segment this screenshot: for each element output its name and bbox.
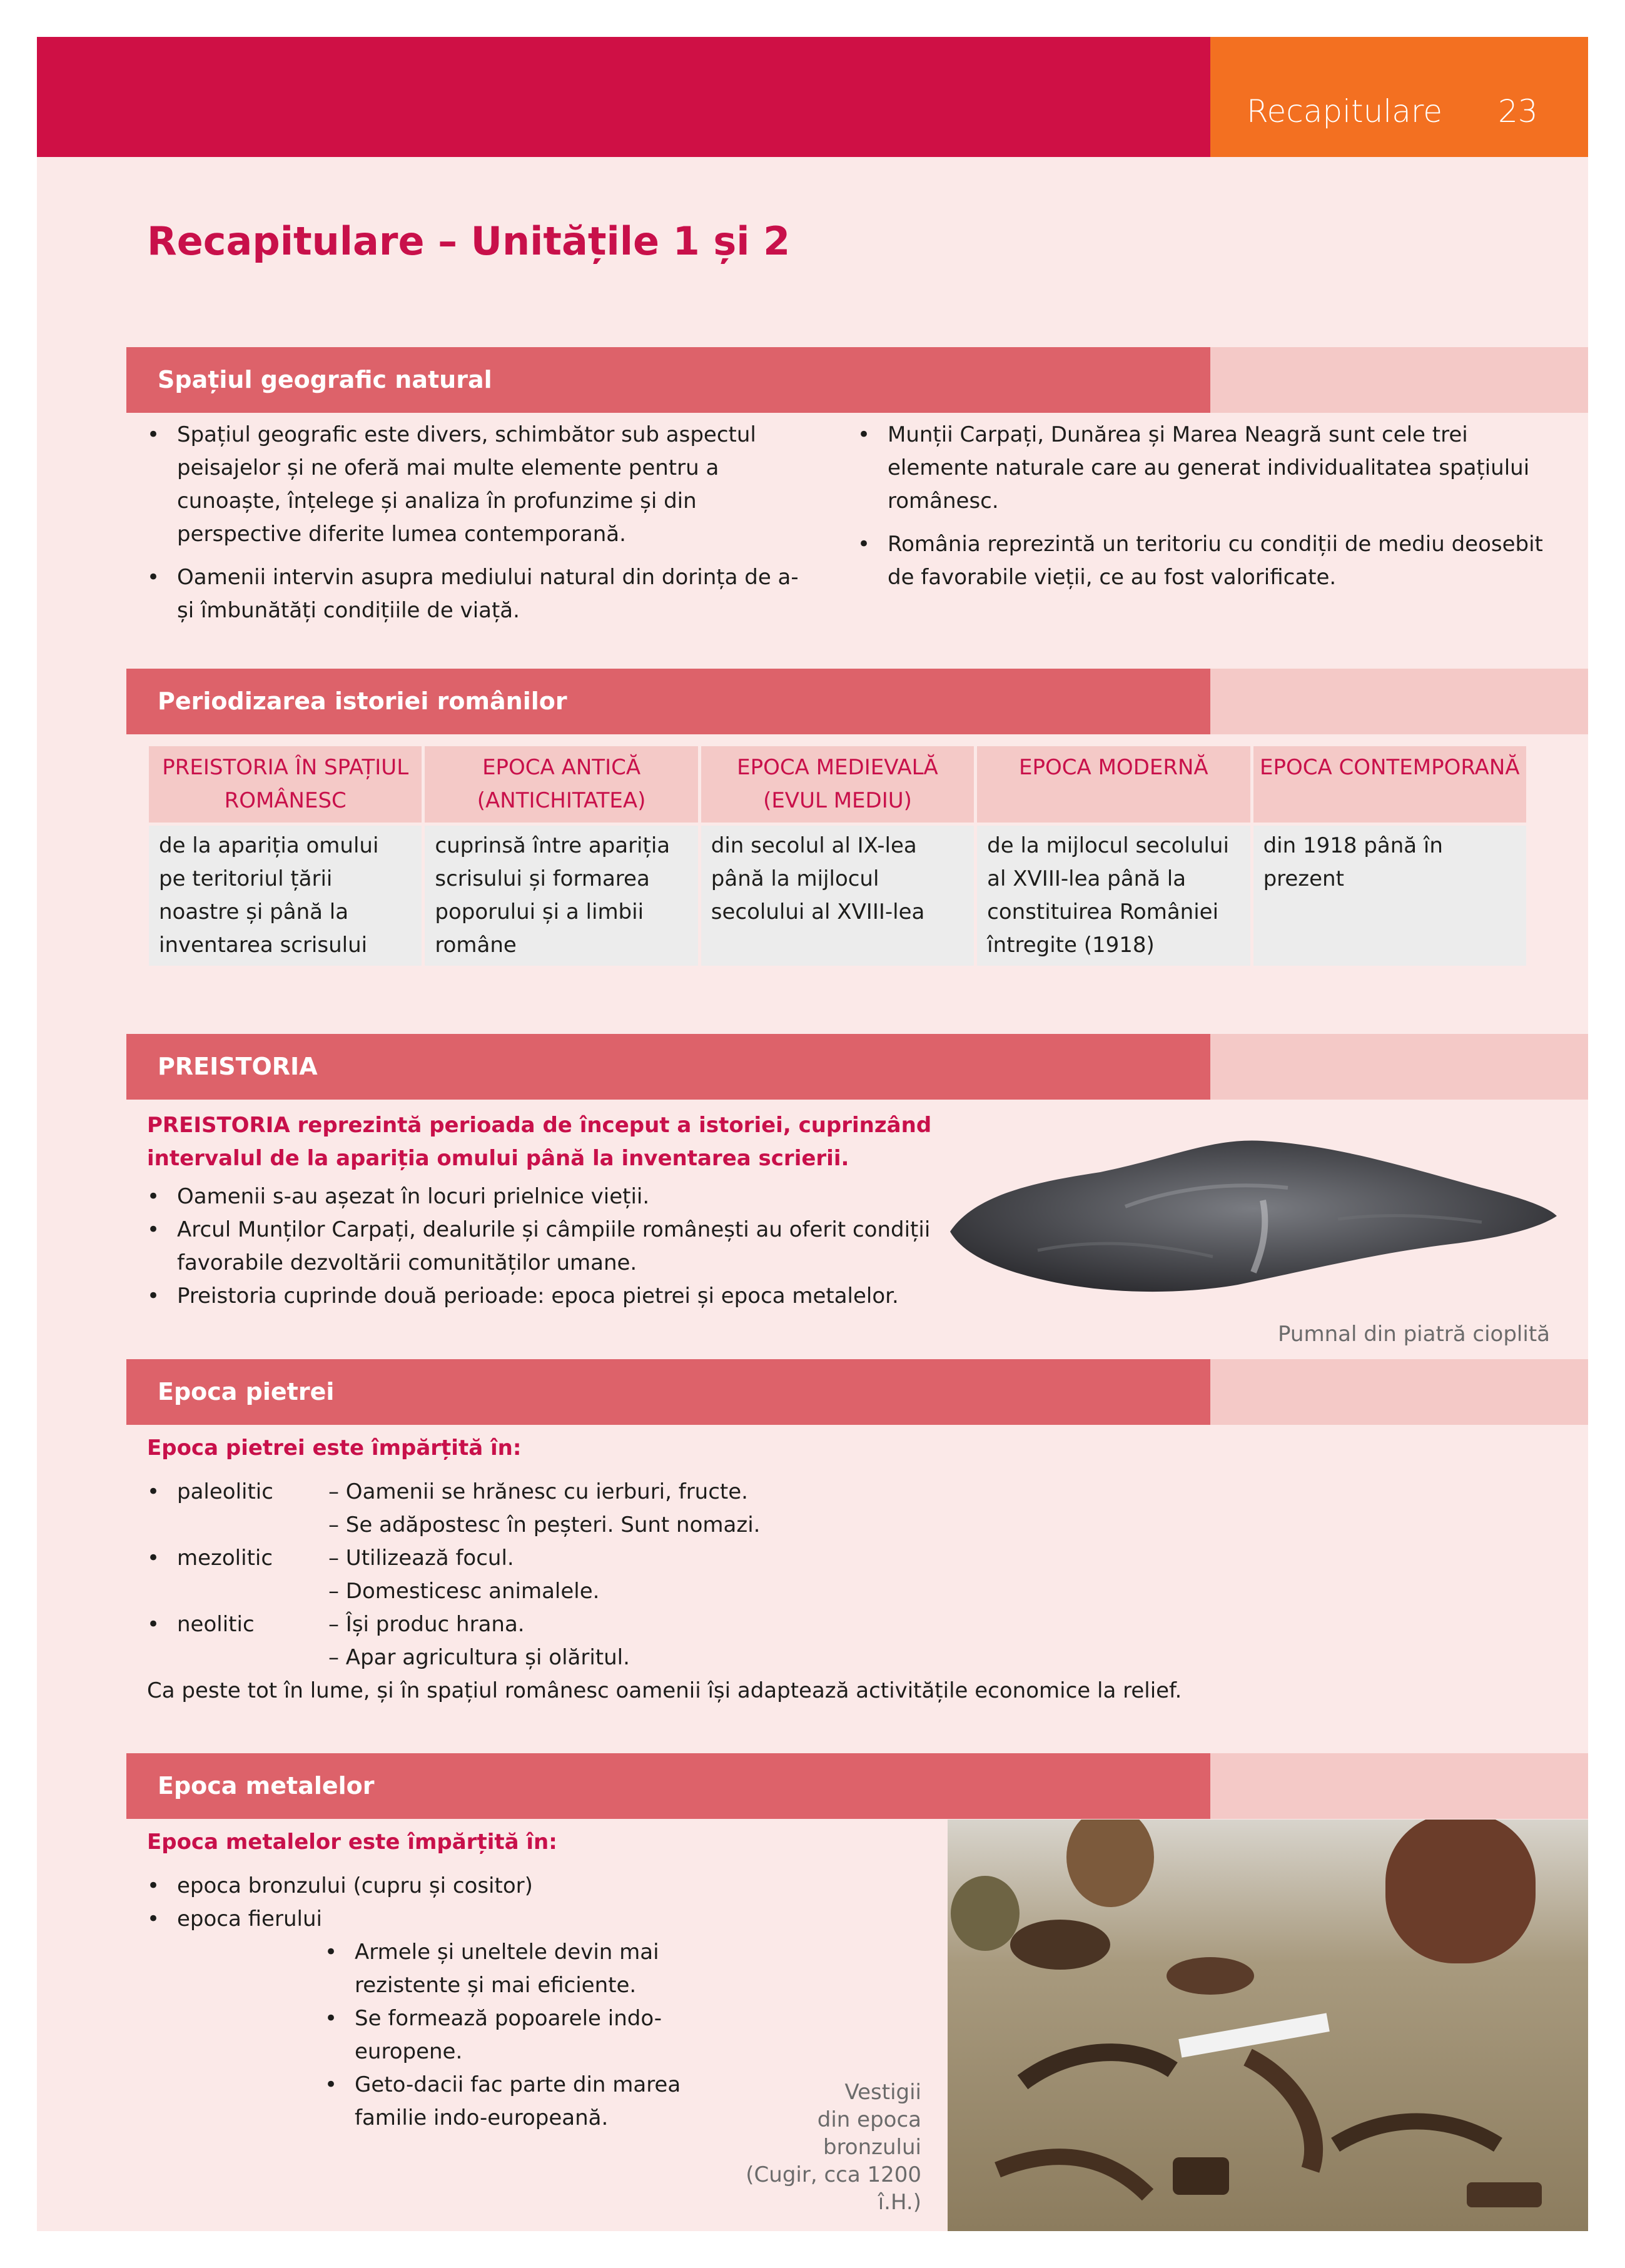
section-heading: Periodizarea istoriei românilor xyxy=(158,687,567,715)
period-mezolitic: • mezolitic – Utilizează focul. – Domesticesc animalele. xyxy=(147,1542,1335,1608)
list-item: • Oamenii intervin asupra mediului natural din dorința de a-și îmbunătăți condițiile de viață. xyxy=(147,561,810,627)
stone-age-periods xyxy=(147,1476,1335,1708)
section-heading: Epoca pietrei xyxy=(158,1378,335,1405)
preistoria-intro xyxy=(147,1109,985,1175)
list-item: • Armele și uneltele devin mai rezistente și mai eficiente. xyxy=(325,1936,712,2002)
table-header: EPOCA ANTICĂ (ANTICHITATEA) xyxy=(425,746,697,826)
period-paleolitic: • paleolitic – Oamenii se hrănesc cu ierburi, fructe. – Se adăpostesc în peșteri. Sunt nomazi. xyxy=(147,1476,1335,1542)
page-number: 23 xyxy=(1498,93,1538,129)
section-heading: Spațiul geografic natural xyxy=(158,366,492,393)
table-cell: din secolul al IX-lea până la mijlocul secolului al XVIII-lea xyxy=(701,826,974,966)
list-item: • epoca bronzului (cupru și cositor) xyxy=(147,1870,710,1903)
table-cell: cuprinsă între apariția scrisului și formarea poporului și a limbii române xyxy=(425,826,697,966)
section-band-epoca-pietrei xyxy=(126,1359,1588,1425)
periodization-table xyxy=(146,746,1529,966)
period-line: – Își produc hrana. xyxy=(328,1612,525,1637)
spatiul-right-list xyxy=(858,418,1552,594)
header-section-title: Recapitulare xyxy=(1247,93,1443,129)
table-header: EPOCA MODERNĂ xyxy=(977,746,1250,826)
list-item: • Se formează popoarele indo-europene. xyxy=(325,2002,712,2068)
table-cell: din 1918 până în prezent xyxy=(1253,826,1526,966)
table-header: PREISTORIA ÎN SPAȚIUL ROMÂNESC xyxy=(149,746,422,826)
list-item: • Preistoria cuprinde două perioade: epoca pietrei și epoca metalelor. xyxy=(147,1280,979,1313)
period-name: mezolitic xyxy=(177,1546,273,1571)
list-item: • Geto-dacii fac parte din marea familie indo-europeană. xyxy=(325,2068,712,2135)
bronze-age-caption: Vestigii din epoca bronzului (Cugir, cca 1200 î.H.) xyxy=(746,2080,921,2215)
spatiul-left-list xyxy=(147,418,810,627)
period-name: paleolitic xyxy=(177,1479,273,1504)
stone-age-closing: Ca peste tot în lume, și în spațiul românesc oamenii își adaptează activitățile economice la relief. xyxy=(147,1678,1182,1703)
section-heading: PREISTORIA xyxy=(158,1053,318,1080)
period-name: neolitic xyxy=(177,1612,255,1637)
list-item: • Munții Carpați, Dunărea și Marea Neagră sunt cele trei elemente naturale care au generat individualitatea spațiului românesc. xyxy=(858,418,1552,518)
stone-dagger-image xyxy=(938,1113,1563,1313)
list-item: • Oamenii s-au așezat în locuri prielnice vieții. xyxy=(147,1180,979,1213)
list-item: • epoca fierului xyxy=(147,1903,710,1936)
period-line: – Utilizează focul. xyxy=(328,1546,514,1571)
page-title: Recapitulare – Unitățile 1 și 2 xyxy=(147,218,791,264)
section-band-epoca-metalelor xyxy=(126,1753,1588,1819)
section-band-periodizarea xyxy=(126,669,1588,734)
table-cell: de la mijlocul secolului al XVIII-lea până la constituirea României întregite (1918) xyxy=(977,826,1250,966)
metal-age-list xyxy=(147,1870,710,1936)
intro-text: reprezintă perioada de început a istoriei, cuprinzând intervalul de la apariția omului până la inventarea scrierii. xyxy=(147,1113,932,1171)
page xyxy=(37,37,1588,2231)
section-band-preistoria xyxy=(126,1034,1588,1100)
list-item: • Arcul Munților Carpați, dealurile și câmpiile românești au oferit condiții favorabile dezvoltării comunităților umane. xyxy=(147,1213,979,1280)
section-heading: Epoca metalelor xyxy=(158,1772,375,1800)
iron-age-list xyxy=(325,1936,712,2135)
list-item: • Spațiul geografic este divers, schimbător sub aspectul peisajelor și ne oferă mai multe elemente pentru a cunoaște, înțelege și analiza în profunzime și din perspective diferite lumea contemporană. xyxy=(147,418,810,551)
epoca-metalelor-intro: Epoca metalelor este împărțită în: xyxy=(147,1830,557,1855)
list-item: • România reprezintă un teritoriu cu condiții de mediu deosebit de favorabile vieții, ce au fost valorificate. xyxy=(858,528,1552,594)
table-cell: de la apariția omului pe teritoriul țării noastre și până la inventarea scrisului xyxy=(149,826,422,966)
period-line: – Apar agricultura și olăritul. xyxy=(328,1645,630,1670)
table-header: EPOCA MEDIEVALĂ (EVUL MEDIU) xyxy=(701,746,974,826)
intro-keyword: PREISTORIA xyxy=(147,1113,290,1138)
header-bar xyxy=(37,37,1210,157)
preistoria-list xyxy=(147,1180,979,1313)
section-band-spatiul xyxy=(126,347,1588,413)
period-line: – Domesticesc animalele. xyxy=(328,1579,600,1604)
period-line: – Se adăpostesc în peșteri. Sunt nomazi. xyxy=(328,1512,761,1537)
period-line: – Oamenii se hrănesc cu ierburi, fructe. xyxy=(328,1479,748,1504)
period-neolitic: • neolitic – Își produc hrana. – Apar agricultura și olăritul. xyxy=(147,1608,1335,1674)
epoca-pietrei-intro: Epoca pietrei este împărțită în: xyxy=(147,1435,522,1461)
dagger-caption: Pumnal din piatră cioplită xyxy=(1278,1322,1550,1347)
bronze-age-artifacts-photo xyxy=(948,1820,1588,2231)
table-header: EPOCA CONTEMPORANĂ xyxy=(1253,746,1526,826)
